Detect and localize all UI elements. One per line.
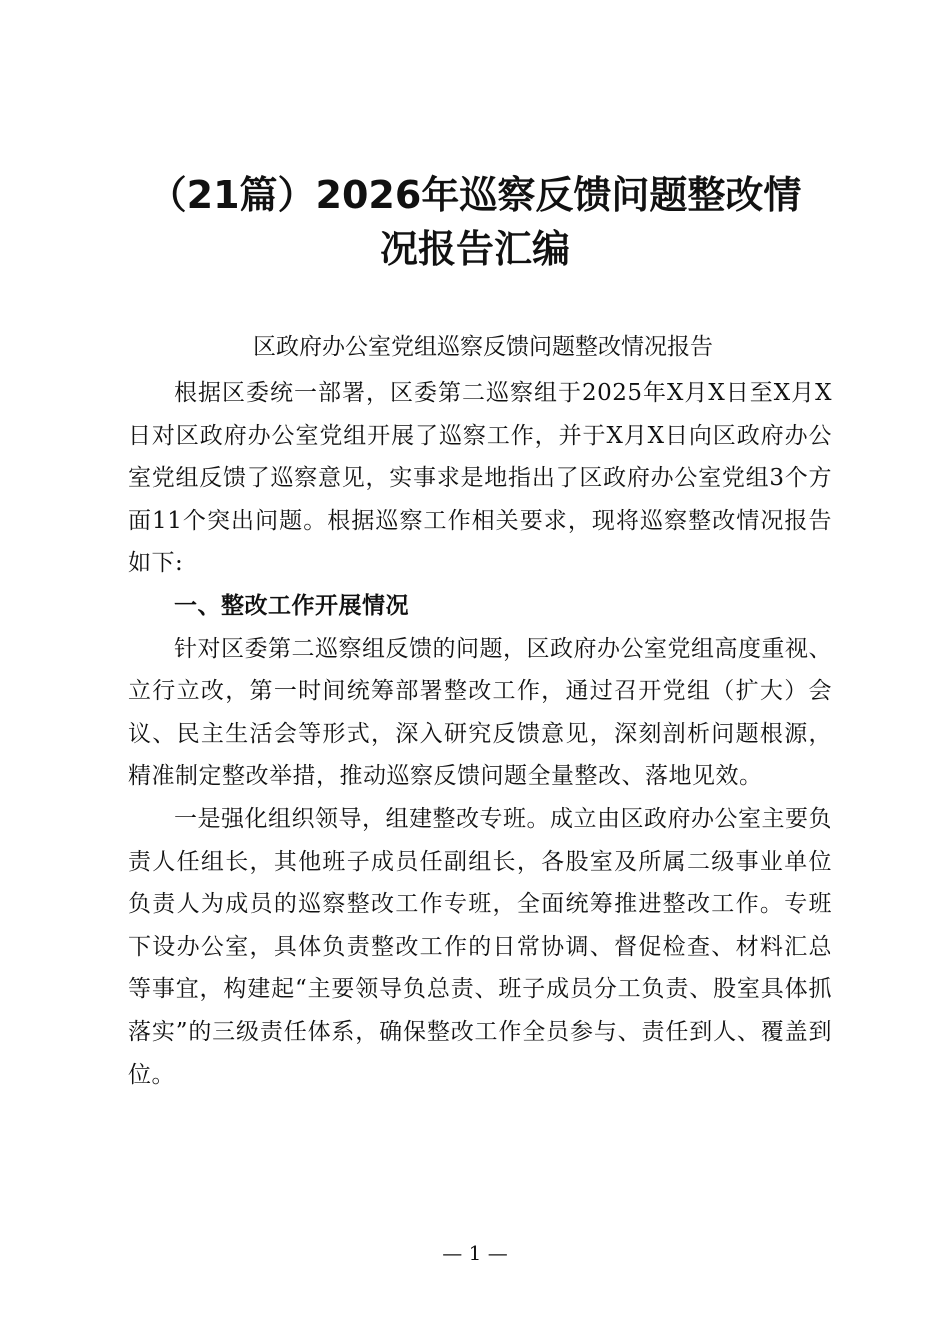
body-paragraph: 针对区委第二巡察组反馈的问题，区政府办公室党组高度重视、立行立改，第一时间统筹部署整改工作，通过召开党组（扩大）会议、民主生活会等形式，深入研究反馈意见，深刻剖析问题根源，精准制定整改举措，推动巡察反馈问题全量整改、落地见效。 <box>128 635 832 790</box>
document-body <box>128 372 832 1096</box>
report-subtitle: 区政府办公室党组巡察反馈问题整改情况报告 <box>253 334 713 360</box>
page-number: — 1 — <box>442 1241 508 1265</box>
document-title <box>120 168 830 276</box>
intro-paragraph: 根据区委统一部署，区委第二巡察组于2025年X月X日至X月X日对区政府办公室党组开展了巡察工作，并于X月X日向区政府办公室党组反馈了巡察意见，实事求是地指出了区政府办公室党组3个方面11个突出问题。根据巡察工作相关要求，现将巡察整改情况报告如下: <box>128 380 832 577</box>
section-heading: 一、整改工作开展情况 <box>174 592 409 619</box>
title-line-2: 况报告汇编 <box>379 227 570 271</box>
body-paragraph: 一是强化组织领导，组建整改专班。成立由区政府办公室主要负责人任组长，其他班子成员任副组长，各股室及所属二级事业单位负责人为成员的巡察整改工作专班，全面统筹推进整改工作。专班下设办公室，具体负责整改工作的日常协调、督促检查、材料汇总等事宜，构建起“主要领导负总责、班子成员分工负责、股室具体抓落实”的三级责任体系，确保整改工作全员参与、责任到人、覆盖到位。 <box>128 805 832 1088</box>
title-line-1: （21篇）2026年巡察反馈问题整改情 <box>148 173 802 217</box>
